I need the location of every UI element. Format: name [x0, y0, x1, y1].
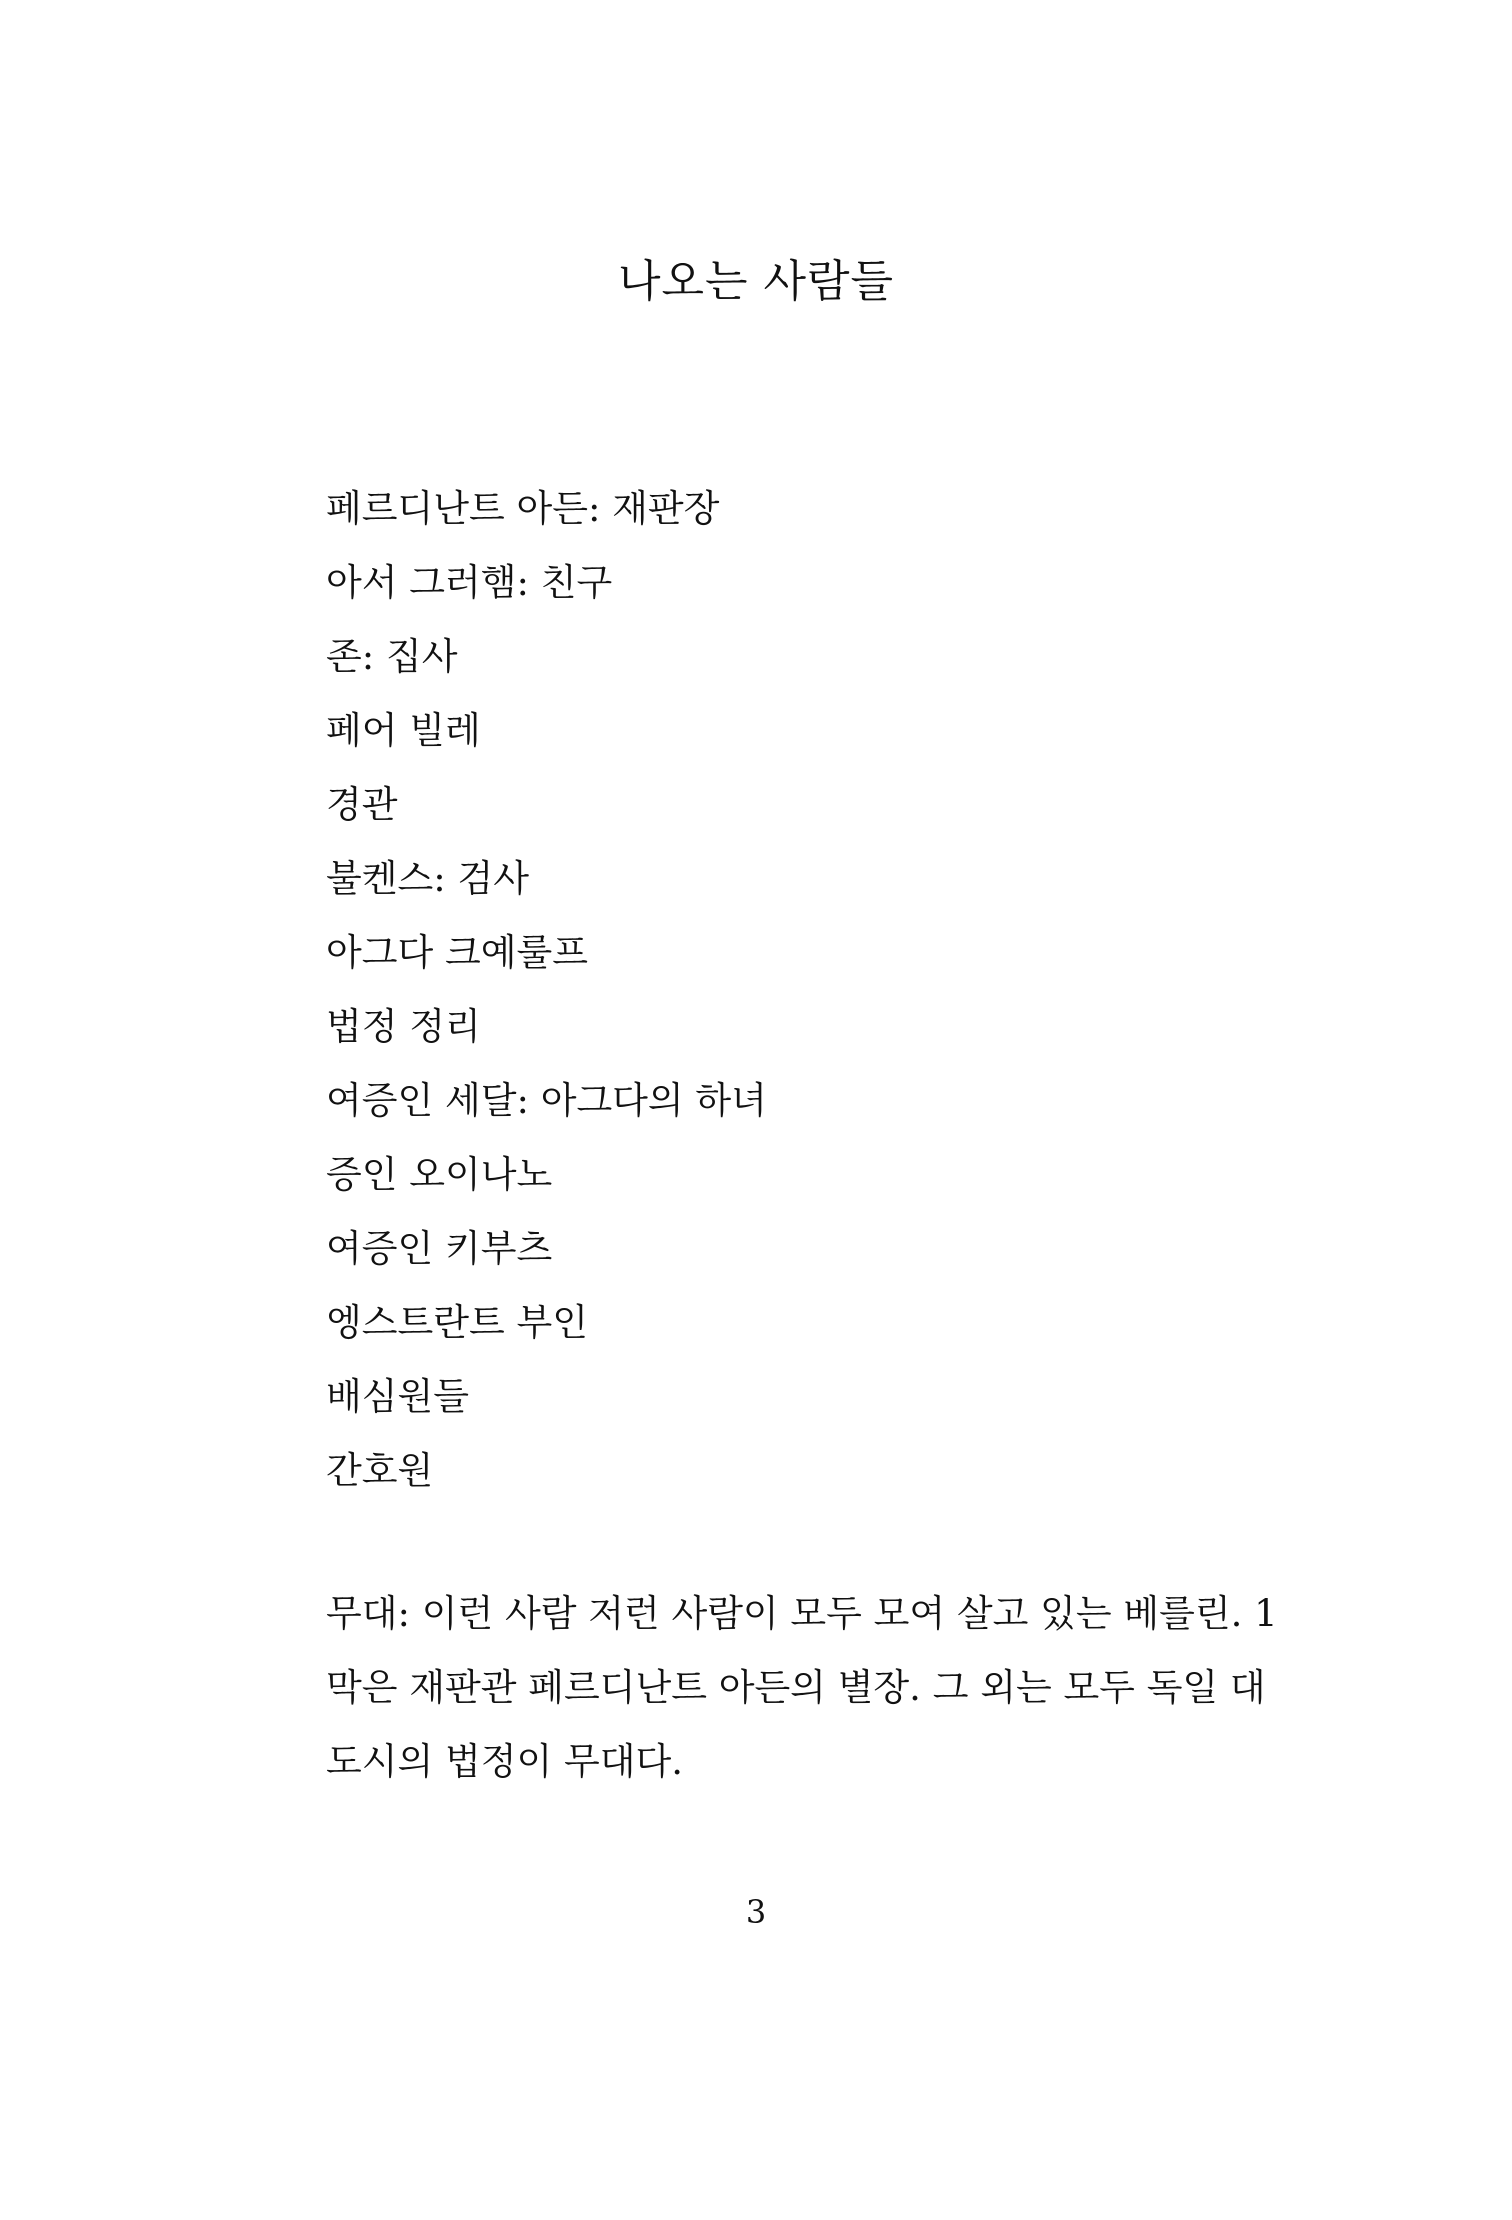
stage-description	[326, 1577, 1278, 1799]
cast-item: 페어 빌레	[326, 709, 481, 752]
cast-item: 여증인 키부츠	[326, 1227, 553, 1270]
cast-item: 아서 그러햄: 친구	[326, 561, 613, 604]
cast-item: 존: 집사	[326, 635, 458, 678]
cast-item: 증인 오이나노	[326, 1153, 553, 1196]
cast-list	[326, 472, 767, 1508]
page-number: 3	[745, 1893, 767, 1931]
cast-item: 경관	[326, 783, 398, 826]
cast-item: 불켄스: 검사	[326, 857, 529, 900]
page-title: 나오는 사람들	[617, 256, 894, 307]
stage-line: 도시의 법정이 무대다.	[326, 1740, 683, 1783]
cast-item: 엥스트란트 부인	[326, 1301, 588, 1344]
cast-item: 여증인 세달: 아그다의 하녀	[326, 1079, 767, 1122]
cast-item: 간호원	[326, 1449, 434, 1492]
cast-item: 아그다 크예룰프	[326, 931, 588, 974]
cast-item: 법정 정리	[326, 1005, 481, 1048]
cast-item: 페르디난트 아든: 재판장	[326, 487, 720, 530]
stage-line: 막은 재판관 페르디난트 아든의 별장. 그 외는 모두 독일 대	[326, 1666, 1266, 1709]
stage-line: 무대: 이런 사람 저런 사람이 모두 모여 살고 있는 베를린. 1	[326, 1592, 1278, 1635]
cast-item: 배심원들	[326, 1375, 469, 1418]
